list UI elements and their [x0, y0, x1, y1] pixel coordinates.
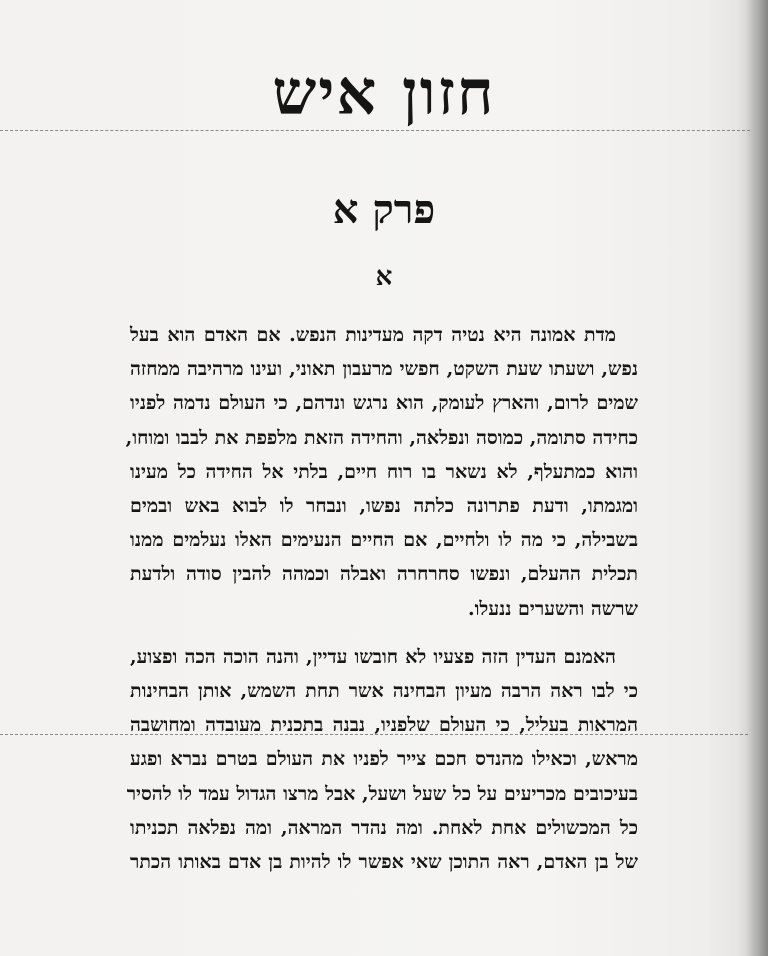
text-line: שמים לרום, והארץ לעומק, הוא נרגש ונדהם, כי העולם נדמה לפניו [130, 392, 638, 415]
paragraph-gap [130, 626, 638, 640]
page-binding-shadow [746, 0, 768, 956]
text-line: שרשה והשערים ננעלו. [467, 597, 638, 620]
text-line: מראש, וכאילו מהנדס חכם צייר לפניו את העולם בטרם נברא ופגע [130, 748, 638, 771]
book-title: חזון איש [272, 56, 496, 129]
text-line: של בן האדם, ראה התוכן שאי אפשר לו להיות בן אדם באותו הכתר [130, 851, 638, 874]
text-line: מדת אמונה היא נטיה דקה מעדינות הנפש. אם האדם הוא בעל [130, 324, 616, 346]
text-line: תכלית ההעלם, ונפשו סחרחרה ואבלה וכמהה להבין סודה ולדעת [130, 563, 638, 586]
paragraph-1 [125, 318, 638, 626]
text-line: בשבילה, כי מה לו ולחיים, אם החיים הנעימים האלו נעלמים ממנו [130, 529, 638, 552]
text-line: כחידה סתומה, כמוסה ונפלאה, והחידה הזאת מלפפת את לבבו ומוחו, [125, 426, 638, 449]
body-text [125, 318, 638, 879]
section-title: א [375, 262, 393, 292]
text-line: והוא כמתעלף, לא נשאר בו רוח חיים, בלתי אל החידה כל מעינו [130, 460, 638, 483]
paragraph-2 [126, 640, 638, 879]
top-divider-line [0, 130, 750, 131]
text-line: ומגמתו, ודעת פתרונה כלתה נפשו, ונבחר לו לבוא באש ובמים [130, 495, 638, 518]
text-line: האמנם העדין הזה פצעיו לא חובשו עדיין, והנה הוכה הכה ופצוע, [130, 645, 616, 668]
text-line: כי לבו ראה הרבה מעיון הבחינה אשר תחת השמש, אותן הבחינות [130, 680, 638, 703]
text-line: בעיכובים מכריעים על כל שעל ושעל, אבל מרצו הגדול עמד לו להסיר [126, 782, 638, 805]
chapter-title: פרק א [332, 186, 436, 233]
text-line: כל המכשולים אחת לאחת. ומה נהדר המראה, ומה נפלאה תכניתו [130, 816, 638, 839]
text-line: המראות בעליל, כי העולם שלפניו, נבנה בתכנית מעובדה ומחושבה [130, 714, 638, 737]
text-line: נפש, ושעתו שעת השקט, חפשי מרעבון תאוני, ועינו מרהיבה ממחזה [130, 358, 638, 381]
